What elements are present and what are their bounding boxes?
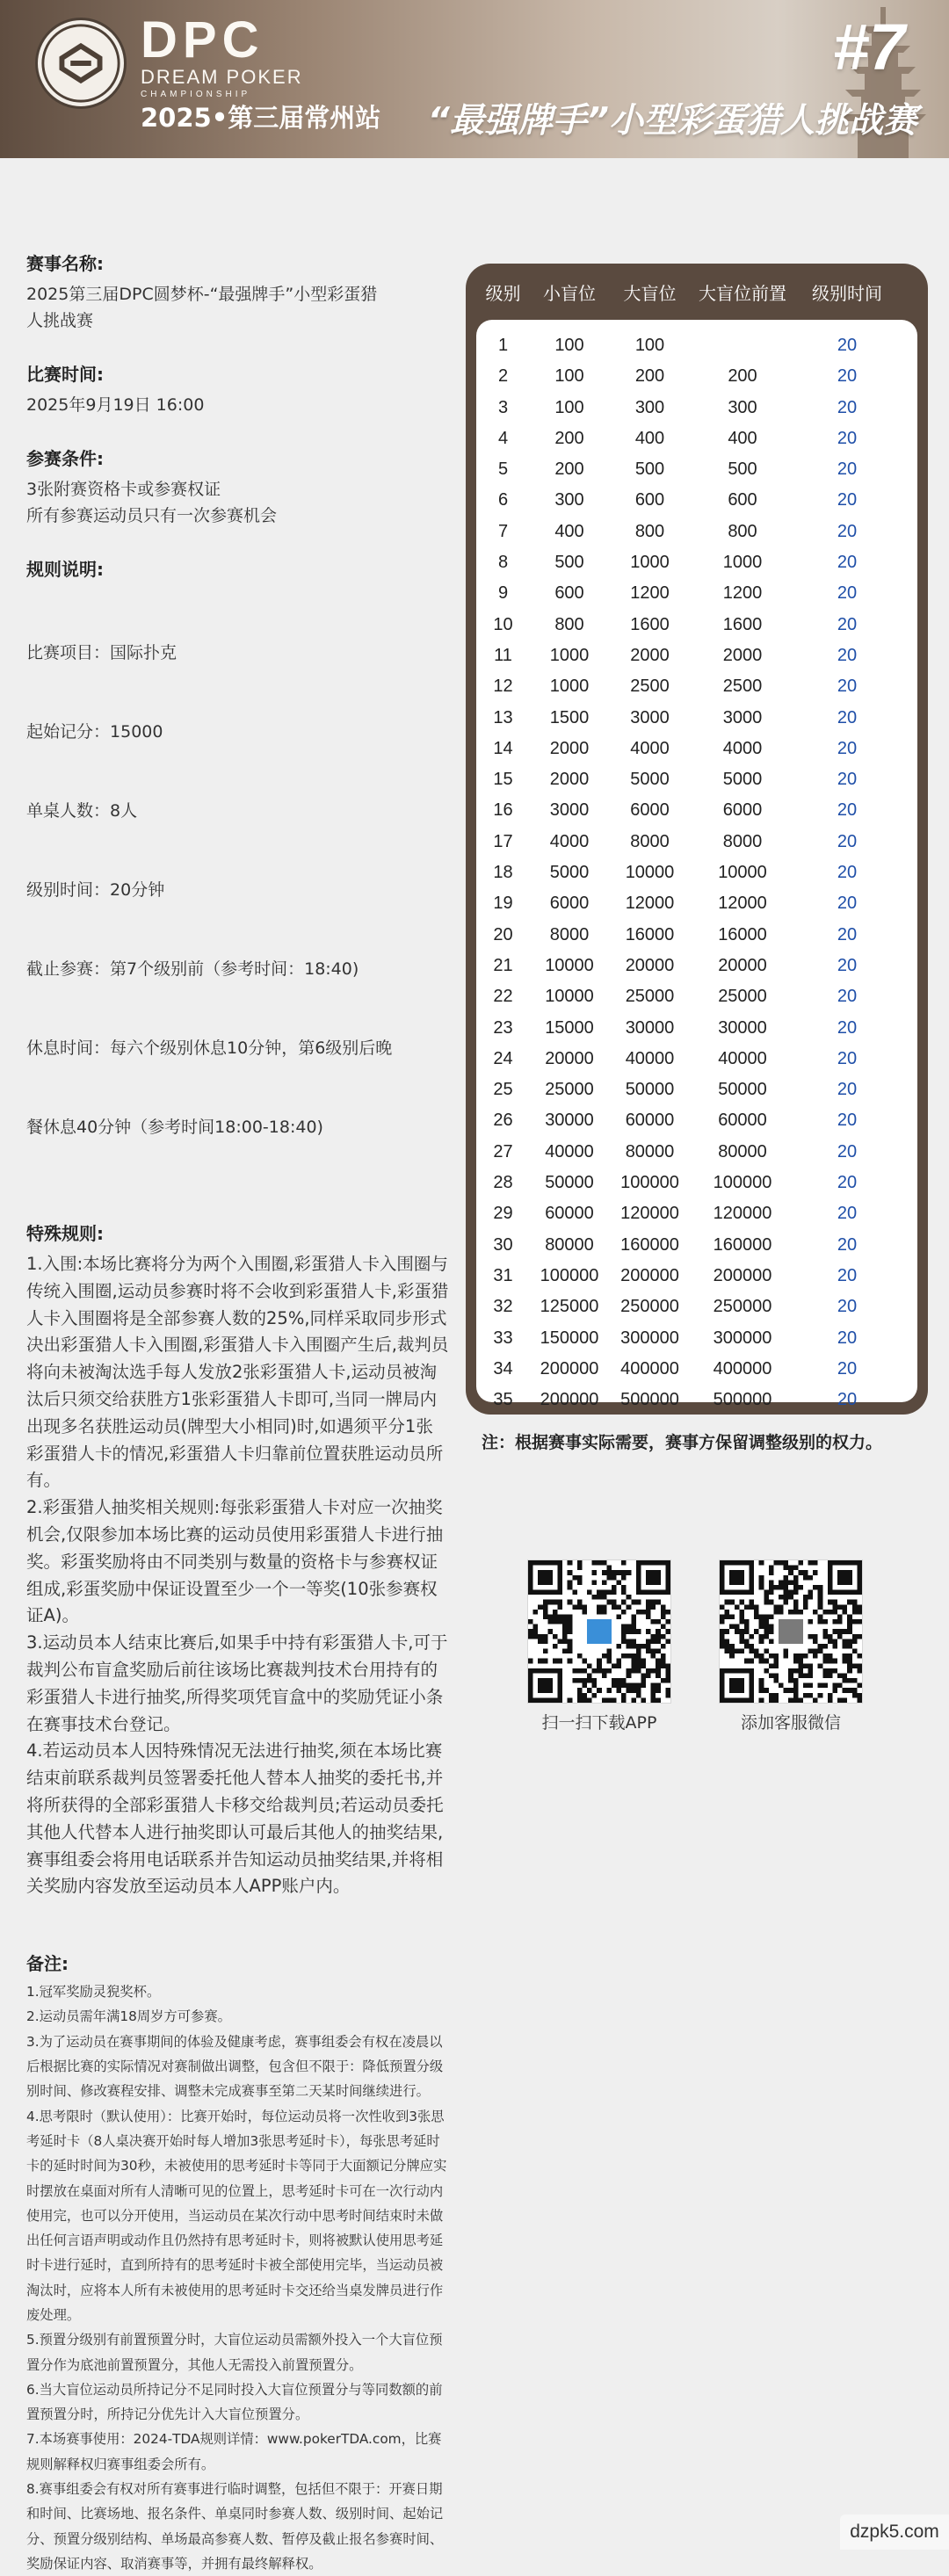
qr-code-icon [720,1560,862,1703]
level-time-cell: 20 [837,1204,858,1224]
level-time-cell: 20 [837,1017,858,1038]
table-row [466,547,928,578]
small-blind-cell: 2000 [549,770,590,790]
small-blind-cell: 5000 [549,863,590,883]
big-blind-cell: 600 [634,490,665,510]
bb-ante-cell: 800 [728,521,757,541]
special-rule-item: 4.若运动员本人因特殊情况无法进行抽奖,须在本场比赛结束前联系裁判员签署委托他人替本人抽奖的委托书,并将所获得的全部彩蛋猎人卡移交给裁判员;若运动员委托其他人代替本人进行抽奖即认可最后其他人的抽奖结果,赛事组委会将用电话联系并告知运动员抽奖结果,并将相关奖励内容发放至运动员本人APP账户内。 [26,1740,444,1897]
notes [26,1979,450,2576]
small-blind-cell: 100 [554,397,584,417]
level-cell: 29 [493,1204,513,1224]
rules-list [26,587,450,1193]
level-time-cell: 20 [837,521,858,541]
level-cell: 19 [493,894,513,914]
event-name-label: 赛事名称: [26,253,104,274]
level-time-cell: 20 [837,831,858,851]
level-cell: 4 [497,428,509,448]
big-blind-cell: 60000 [625,1111,675,1131]
bb-ante-cell: 2500 [722,677,763,697]
level-time-cell: 20 [837,1358,858,1378]
big-blind-cell: 2500 [630,677,670,697]
small-blind-cell: 6000 [549,894,590,914]
level-cell: 16 [493,800,513,821]
episode-number: #7 [832,11,905,83]
table-row [466,795,928,826]
small-blind-cell: 150000 [540,1328,599,1348]
table-row [466,1261,928,1292]
big-blind-cell: 80000 [625,1141,675,1161]
bb-ante-cell: 300000 [713,1328,772,1348]
note-item: 2.运动员需年满18周岁方可参赛。 [26,2008,231,2025]
level-time-cell: 20 [837,366,858,387]
small-blind-cell: 20000 [545,1048,594,1068]
small-blind-cell: 50000 [545,1173,594,1193]
big-blind-cell: 30000 [625,1017,675,1038]
small-blind-cell: 100 [554,366,584,387]
bb-ante-cell: 50000 [718,1080,767,1100]
level-cell: 11 [494,645,512,665]
bb-ante-cell: 1600 [722,614,763,634]
big-blind-cell: 160000 [620,1234,679,1255]
conditions-label: 参赛条件: [26,448,104,469]
rule-item: 级别时间： 20分钟 [26,880,165,900]
blind-table-note: 注：根据赛事实际需要，赛事方保留调整级别的权力。 [482,1433,883,1452]
level-cell: 21 [493,955,513,975]
note-item: 5.预置分级别有前置预置分时，大盲位运动员需额外投入一个大盲位预置分作为底池前置预置分，其他人无需投入前置预置分。 [26,2332,443,2373]
level-time-cell: 20 [837,336,858,355]
big-blind-cell: 800 [634,521,665,541]
level-cell: 10 [493,614,513,634]
blind-table-rows [466,330,928,1415]
level-time-cell: 20 [837,1328,858,1348]
event-name: 2025第三届DPC圆梦杯-“最强牌手”小型彩蛋猎 人挑战赛 [26,285,378,330]
big-blind-cell: 300000 [620,1328,679,1348]
level-time-cell: 20 [837,863,858,883]
level-time-cell: 20 [837,1141,858,1161]
special-rule-item: 3.运动员本人结束比赛后,如果手中持有彩蛋猎人卡,可于裁判公布盲盒奖励后前往该场比赛裁判技术台用持有的彩蛋猎人卡进行抽奖,所得奖项凭盲盒中的奖励凭证小条在赛事技术台登记。 [26,1632,448,1734]
special-rules [26,1251,450,1900]
small-blind-cell: 600 [554,583,584,604]
big-blind-cell: 500 [634,459,665,480]
table-row [466,1105,928,1136]
big-blind-cell: 1200 [630,583,670,604]
level-time-cell: 20 [837,1234,858,1255]
level-time-cell: 20 [837,553,858,573]
small-blind-cell: 400 [554,521,584,541]
level-cell: 25 [493,1080,513,1100]
dpc-logo-emblem [35,18,127,109]
event-title: “最强牌手”小型彩蛋猎人挑战赛 [427,101,917,141]
level-time-cell: 20 [837,738,858,758]
event-info [26,251,450,2576]
level-cell: 28 [493,1173,513,1193]
bb-ante-cell: 3000 [722,707,763,727]
table-row [466,827,928,857]
level-time-cell: 20 [837,583,858,604]
big-blind-cell: 200 [634,366,665,387]
small-blind-cell: 10000 [545,987,594,1007]
big-blind-cell: 200000 [620,1265,679,1285]
bb-ante-cell: 2000 [722,645,763,665]
big-blind-cell: 100 [634,336,665,355]
big-blind-cell: 400 [634,428,665,448]
table-row [466,1137,928,1168]
level-time-cell: 20 [837,894,858,914]
rule-item: 单桌人数： 8人 [26,801,138,821]
level-cell: 32 [493,1297,513,1317]
bb-ante-cell: 25000 [718,987,767,1007]
table-row [466,981,928,1012]
dpc-logo-text [141,11,303,99]
bb-ante-cell: 1200 [722,583,763,604]
bb-ante-cell: 160000 [713,1234,772,1255]
level-cell: 6 [497,490,509,510]
table-row [466,671,928,702]
level-cell: 2 [497,366,509,387]
small-blind-cell: 3000 [549,800,590,821]
level-cell: 30 [493,1234,513,1255]
big-blind-cell: 50000 [625,1080,675,1100]
level-time-cell: 20 [837,1173,858,1193]
bb-ante-cell: 16000 [718,924,767,944]
table-row [466,454,928,485]
level-cell: 34 [493,1358,513,1378]
small-blind-cell: 800 [554,614,584,634]
level-cell: 1 [497,336,509,355]
table-row [466,610,928,640]
level-time-cell: 20 [837,1111,858,1131]
small-blind-cell: 30000 [545,1111,594,1131]
table-row [466,423,928,454]
level-cell: 27 [493,1141,513,1161]
table-row [466,1292,928,1322]
big-blind-cell: 10000 [625,863,675,883]
big-blind-cell: 40000 [625,1048,675,1068]
header-small-blind: 小盲位 [543,283,596,304]
wechat-service-qr[interactable] [719,1559,863,1704]
small-blind-cell: 100000 [540,1265,599,1285]
level-time-cell: 20 [837,614,858,634]
blind-structure-table [466,264,928,1415]
level-cell: 31 [493,1265,513,1285]
level-time-cell: 20 [837,1297,858,1317]
level-cell: 18 [493,863,513,883]
note-item: 4.思考限时（默认使用）：比赛开始时，每位运动员将一次性收到3张思考延时卡（8人桌决赛开始时每人增加3张思考延时卡），每张思考延时卡的延时时间为30秒，未被使用的思考延时卡等同于大面额记分牌应实时摆放在桌面对所有人清晰可见的位置上，思考延时卡可在一次行动内使用完，也可以分开使用，当运动员在某次行动中思考时间结束时未做出任何言语声明或动作且仍然持有思考延时卡，则将被默认使用思考延时卡进行延时，直到所持有的思考延时卡被全部使用完毕，当运动员被淘汰时，应将本人所有未被使用的思考延时卡交还给当桌发牌员进行作废处理。 [26,2108,447,2323]
table-row [466,361,928,392]
level-time-cell: 20 [837,987,858,1007]
table-row [466,951,928,981]
big-blind-cell: 4000 [630,738,670,758]
site-watermark: dzpk5.com [840,2514,949,2550]
level-cell: 17 [493,831,513,851]
note-item: 3.为了运动员在赛事期间的体验及健康考虑，赛事组委会有权在凌晨以后根据比赛的实际情况对赛制做出调整，包含但不限于：降低预置分级别时间、修改赛程安排、调整未完成赛事至第二天某时间继续进行。 [26,2033,444,2100]
level-cell: 12 [493,677,513,697]
bb-ante-cell: 600 [728,490,757,510]
small-blind-cell: 500 [554,553,584,573]
table-row [466,1354,928,1385]
rule-item: 起始记分： 15000 [26,722,163,742]
big-blind-cell: 20000 [625,955,675,975]
special-rule-item: 2.彩蛋猎人抽奖相关规则:每张彩蛋猎人卡对应一次抽奖机会,仅限参加本场比赛的运动员使用彩蛋猎人卡进行抽奖。彩蛋奖励将由不同类别与数量的资格卡与参赛权证组成,彩蛋奖励中保证设置至少一个一等奖(10张参赛权证A)。 [26,1497,444,1626]
event-time: 2025年9月19日 16:00 [26,395,205,415]
table-row [466,640,928,671]
level-time-cell: 20 [837,397,858,417]
big-blind-cell: 1600 [630,614,670,634]
level-cell: 9 [497,583,509,604]
level-time-cell: 20 [837,645,858,665]
big-blind-cell: 12000 [625,894,675,914]
level-time-cell: 20 [837,924,858,944]
small-blind-cell: 200000 [540,1390,599,1410]
level-cell: 24 [493,1048,513,1068]
rule-item: 餐休息40分钟（参考时间18:00-18:40) [26,1118,323,1137]
app-download-qr[interactable] [527,1559,671,1704]
table-row [466,517,928,547]
small-blind-cell: 200 [554,428,584,448]
blind-table-header [466,279,928,311]
notes-label: 备注: [26,1953,69,1975]
rule-item: 截止参赛： 第7个级别前（参考时间：18:40) [26,959,359,979]
logo-dream-poker: DREAM POKER [141,66,303,88]
level-cell: 35 [493,1390,513,1410]
table-row [466,734,928,764]
conditions: 3张附赛资格卡或参赛权证 所有参赛运动员只有一次参赛机会 [26,480,278,525]
table-row [466,1013,928,1044]
rules-label: 规则说明: [26,559,104,580]
bb-ante-cell: 6000 [722,800,763,821]
bb-ante-cell: 200 [728,366,757,387]
note-item: 8.赛事组委会有权对所有赛事进行临时调整，包括但不限于：开赛日期和时间、比赛场地、报名条件、单桌同时参赛人数、级别时间、起始记分、预置分级别结构、单场最高参赛人数、暂停及截止报名参赛时间、奖励保证内容、取消赛事等，并拥有最终解释权。 [26,2481,444,2572]
bb-ante-cell: 100000 [713,1173,772,1193]
table-row [466,857,928,888]
bb-ante-cell: 10000 [718,863,767,883]
level-cell: 20 [493,924,513,944]
table-row [466,330,928,361]
bb-ante-cell: 250000 [713,1297,772,1317]
level-cell: 33 [493,1328,513,1348]
big-blind-cell: 2000 [630,645,670,665]
level-time-cell: 20 [837,955,858,975]
level-cell: 14 [493,738,513,758]
small-blind-cell: 10000 [545,955,594,975]
level-time-cell: 20 [837,1048,858,1068]
small-blind-cell: 8000 [549,924,590,944]
big-blind-cell: 6000 [630,800,670,821]
level-time-cell: 20 [837,800,858,821]
table-row [466,1075,928,1105]
level-time-cell: 20 [837,1390,858,1410]
table-row [466,1323,928,1354]
qr-code-icon [528,1560,670,1703]
small-blind-cell: 80000 [545,1234,594,1255]
small-blind-cell: 200 [554,459,584,480]
table-row [466,764,928,795]
big-blind-cell: 5000 [630,770,670,790]
special-rules-label: 特殊规则: [26,1223,104,1244]
level-time-cell: 20 [837,1080,858,1100]
small-blind-cell: 300 [554,490,584,510]
bb-ante-cell: 400000 [713,1358,772,1378]
big-blind-cell: 16000 [625,924,675,944]
table-row [466,393,928,423]
small-blind-cell: 2000 [549,738,590,758]
bb-ante-cell: 60000 [718,1111,767,1131]
level-time-cell: 20 [837,770,858,790]
bb-ante-cell: 30000 [718,1017,767,1038]
big-blind-cell: 8000 [630,831,670,851]
small-blind-cell: 4000 [549,831,590,851]
big-blind-cell: 3000 [630,707,670,727]
small-blind-cell: 125000 [540,1297,599,1317]
big-blind-cell: 1000 [630,553,670,573]
special-rule-item: 1.入围:本场比赛将分为两个入围圈,彩蛋猎人卡入围圈与传统入围圈,运动员参赛时将不会收到彩蛋猎人卡,彩蛋猎人卡入围圈将是全部参赛人数的25%,同样采取同步形式决出彩蛋猎人卡入围圈,彩蛋猎人卡入围圈产生后,裁判员将向未被淘汰选手每人发放2张彩蛋猎人卡,运动员被淘汰后只须交给获胜方1张彩蛋猎人卡即可,当同一牌局内出现多名获胜运动员(牌型大小相同)时,如遇须平分1张彩蛋猎人卡的情况,彩蛋猎人卡归靠前位置获胜运动员所有。 [26,1254,449,1491]
level-cell: 13 [493,707,513,727]
big-blind-cell: 25000 [625,987,675,1007]
bb-ante-cell: 5000 [722,770,763,790]
level-cell: 3 [497,397,509,417]
bb-ante-cell: 400 [728,428,757,448]
small-blind-cell: 100 [554,336,584,355]
small-blind-cell: 200000 [540,1358,599,1378]
bb-ante-cell: 12000 [718,894,767,914]
header-big-blind: 大盲位 [623,283,677,304]
level-time-cell: 20 [837,707,858,727]
header-level-time: 级别时间 [812,283,882,304]
small-blind-cell: 15000 [545,1017,594,1038]
table-row [466,1044,928,1075]
bb-ante-cell [691,330,794,361]
bb-ante-cell: 40000 [718,1048,767,1068]
level-time-cell: 20 [837,459,858,480]
table-row [466,920,928,951]
table-row [466,1168,928,1198]
small-blind-cell: 25000 [545,1080,594,1100]
level-time-cell: 20 [837,490,858,510]
level-cell: 7 [497,521,509,541]
bb-ante-cell: 300 [728,397,757,417]
rule-item: 休息时间： 每六个级别休息10分钟，第6级别后晚 [26,1038,393,1058]
level-cell: 22 [493,987,513,1007]
big-blind-cell: 100000 [620,1173,679,1193]
table-row [466,485,928,516]
level-cell: 5 [497,459,509,480]
table-row [466,888,928,919]
small-blind-cell: 1000 [549,677,590,697]
note-item: 1.冠军奖励灵猊奖杯。 [26,1984,161,2001]
big-blind-cell: 300 [634,397,665,417]
big-blind-cell: 400000 [620,1358,679,1378]
table-row [466,578,928,609]
level-time-cell: 20 [837,1265,858,1285]
header-level: 级别 [485,283,521,304]
table-row [466,1230,928,1261]
small-blind-cell: 40000 [545,1141,594,1161]
small-blind-cell: 1500 [549,707,590,727]
big-blind-cell: 500000 [620,1390,679,1410]
rule-item: 比赛项目： 国际扑克 [26,643,177,662]
table-row [466,1385,928,1415]
small-blind-cell: 60000 [545,1204,594,1224]
bb-ante-cell: 500000 [713,1390,772,1410]
level-time-cell: 20 [837,677,858,697]
note-item: 6.当大盲位运动员所持记分不足同时投入大盲位预置分与等同数额的前置预置分时，所持记分优先计入大盲位预置分。 [26,2381,443,2423]
note-item: 7.本场赛事使用：2024-TDA规则详情：www.pokerTDA.com，比赛规则解释权归赛事组委会所有。 [26,2431,442,2472]
small-blind-cell: 1000 [549,645,590,665]
level-cell: 23 [493,1017,513,1038]
bb-ante-cell: 200000 [713,1265,772,1285]
big-blind-cell: 120000 [620,1204,679,1224]
bb-ante-cell: 4000 [722,738,763,758]
bb-ante-cell: 20000 [718,955,767,975]
bb-ante-cell: 1000 [722,553,763,573]
time-label: 比赛时间: [26,364,104,385]
level-cell: 15 [493,770,513,790]
level-cell: 8 [497,553,509,573]
header-banner [0,0,949,158]
table-row [466,703,928,734]
station-title: 2025•第三届常州站 [141,103,381,133]
bb-ante-cell: 500 [728,459,757,480]
level-time-cell: 20 [837,428,858,448]
header-bb-ante: 大盲位前置 [699,283,786,304]
app-download-label: 扫一扫下载APP [541,1713,657,1733]
bb-ante-cell: 80000 [718,1141,767,1161]
big-blind-cell: 250000 [620,1297,679,1317]
logo-dpc: DPC [141,11,264,69]
bb-ante-cell: 120000 [713,1204,772,1224]
logo-championship: CHAMPIONSHIP [141,90,251,99]
level-cell: 26 [493,1111,513,1131]
bb-ante-cell: 8000 [722,831,763,851]
table-row [466,1198,928,1229]
wechat-service-label: 添加客服微信 [740,1713,841,1733]
